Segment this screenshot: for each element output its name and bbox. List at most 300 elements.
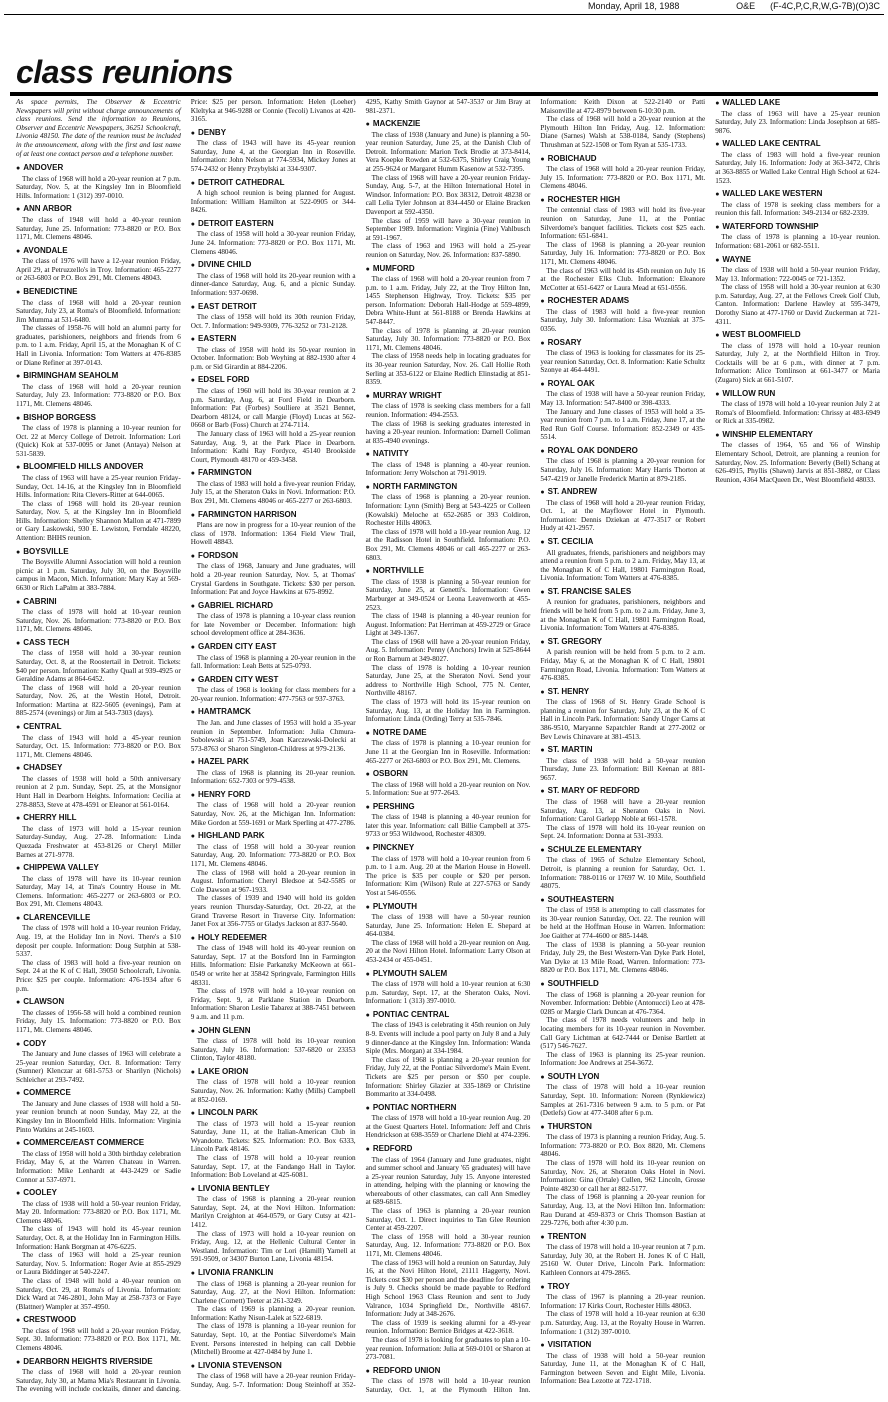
reunion-notice: The class of 1968 will hold a 20-year reunion in August. Information: Cheryl Bledsoe at 542-5585 or Cole Dawson at 967-1933.	[190, 868, 356, 894]
reunion-entry	[540, 154, 705, 191]
school-name: ● COMMERCE/EAST COMMERCE	[16, 1138, 181, 1149]
reunion-entry	[16, 547, 181, 593]
reunion-entry	[191, 1026, 356, 1063]
reunion-notice: The class of 1978 is looking for graduates to plan a 10-year reunion. Information: Julia at 569-0101 or Sharon at 273-7081.	[365, 1335, 531, 1362]
paper-code: O&E	[736, 1, 756, 11]
reunion-entry	[191, 302, 356, 331]
reunion-notice: The class of 1968 is planning a 20-year reunion in the fall. Information: Leah Betts at 525-0793.	[190, 653, 356, 671]
school-name: ● ANDOVER	[16, 163, 181, 174]
reunion-notice: The class of 1978 will have its 10-year reunion Saturday, May 14, at Tina's Country House in Mt. Clemens. Information: 465-2277 or 263-6803 or P.O. Box 291, Mt. Clemens 48043.	[16, 874, 181, 909]
reunion-notice: The class of 1964 (January and June graduates, night and summer school and January '65 graduates) will have a 25-year reunion Saturday, July 15. Anyone interested in attending, helping with the planning or knowing the whereabouts of other classmates, can call Ann Smedley at 689-6815.	[365, 1155, 531, 1207]
school-name: ● ST. ANDREW	[540, 487, 705, 498]
reunion-entry	[366, 1144, 531, 1362]
reunion-notice: The class of 1958 will hold its 30th reunion Friday, Oct. 7. Information: 949-9309, 776-3252 or 731-2128.	[190, 313, 356, 330]
reunion-notice: The class of 1978 will hold a 10-year reunion on Friday, Sept. 9, at Parklane Station in Dearborn. Information: Sharon Leslie Tabarez at 388-7451 between 9 a.m. and 11 p.m.	[190, 987, 356, 1021]
reunion-entry	[191, 219, 356, 256]
reunion-notice: The class of 1969 is planning a 20-year reunion. Information: Kathy Nisun-Lalek at 522-6819.	[190, 1305, 356, 1322]
reunion-notice: The class of 1958 will hold a 30-year reunion Saturday, Oct. 8, at the Roostertail in Detroit. Tickets: $40 per person. Information: Kathy Quall at 939-4925 or Geraldine Adams at 864-6452.	[16, 649, 181, 684]
title-rule	[10, 92, 878, 96]
school-name: ● FARMINGTON HARRISON	[191, 510, 356, 521]
reunion-notice: The class of 1968 is looking for class members for a 20-year reunion. Information: 477-7563 or 937-3763.	[190, 686, 356, 703]
school-name: ● ROYAL OAK DONDERO	[540, 446, 705, 457]
school-name: ● BENEDICTINE	[16, 287, 181, 298]
zone-code: (F-4C,P,C,R,W,G-7B)(O)3C	[770, 1, 880, 11]
reunion-entry	[191, 642, 356, 671]
reunion-entry	[540, 1340, 705, 1386]
reunion-entry	[715, 389, 880, 426]
school-name: ● WALLED LAKE WESTERN	[715, 189, 880, 200]
reunion-notice: The class of 1943 is celebrating it 45th reunion on July 8-9. Events will include a pool party on July 8 and a July 9 dinner-dance at the Kingsley Inn. Information: Wanda Siple (Mrs. Morgan) at 334-1984.	[365, 1021, 531, 1056]
reunion-entry	[16, 1138, 181, 1184]
reunion-notice: The class of 1958 will hold a 30-year reunion at 6:30 p.m. Saturday, Aug. 27, at the Fellows Creek Golf Club, Canton. Information: Darlene Hawley at 595-3479, Dorothy Siano at 477-1760 or David Zuckerman at 721-4311.	[715, 283, 880, 326]
reunion-notice: The class of 1958 will hold a 30th birthday celebration Friday, May 6, at the Warren Chateau in Warren. Information: Mike Lenhardt at 443-2429 or Sadie Connor at 537-6971.	[16, 1149, 181, 1184]
school-name: ● BOYSVILLE	[16, 547, 181, 558]
reunion-notice: The class of 1968 is planning a 20-year reunion for Saturday, July 16. Information: Mary Harris Thorton at 547-4219 or Janelle Frederick Martin at 879-2185.	[540, 457, 706, 483]
reunion-notice: The class of 1973 will hold a 15-year reunion Saturday, June 11, at the Italian-American Club in Wyandotte. Tickets: $25. Information: P.O. Box 6333, Lincoln Park 48146.	[190, 1119, 356, 1154]
reunion-notice: The class of 1963 will hold a 25-year reunion Saturday, Nov. 5. Information: Roger Avie at 855-2929 or Laura Biddinger at 540-2247.	[16, 1251, 181, 1277]
school-name: ● MUMFORD	[366, 264, 531, 275]
header-rule	[4, 14, 884, 15]
reunion-notice: The class of 1948 will hold a 40-year reunion Saturday, June 25. Information: 773-8820 or P.O. Box 1171, Mt. Clemens 48046.	[16, 215, 181, 242]
school-name: ● PLYMOUTH	[366, 902, 531, 913]
school-name: ● PONTIAC CENTRAL	[366, 1010, 531, 1021]
reunion-entry	[191, 675, 356, 704]
reunion-notice: The class of 1983 will hold a five-year reunion Saturday, July 16. Information: Jody at 363-3472, Chris at 363-8855 or Walled Lake Central High School at 624-1523.	[715, 150, 880, 185]
reunion-notice: The class of 1938 will hold a 50-year reunion Friday, May 13. Information: 722-0045 or 721-1352.	[715, 266, 880, 283]
reunion-entry	[16, 997, 181, 1034]
reunion-notice: The class of 1938 will have a 50-year reunion Saturday, June 25. Information: Helen E. Shepard at 464-0384.	[365, 913, 531, 939]
reunion-entry	[16, 287, 181, 367]
reunion-entry	[540, 1232, 705, 1278]
school-name: ● EDSEL FORD	[191, 375, 356, 386]
reunion-entry	[540, 745, 705, 782]
reunion-notice: The class of 1968 will hold its 20-year reunion with a dinner-dance Saturday, Aug. 6, and a picnic Sunday. Information: 937-0698.	[190, 271, 356, 297]
reunion-notice: The class of 1968 will hold a 20-year reunion Saturday, July 30, at Mama Mia's Restaurant in Livonia. The evening will include cocktails, dinner and dancing. Price: $25 per person. Information: Helen (Loeher) Kleltyka at 946-9288 or Connie (Tecoli) Livanos at 420-3165.	[16, 98, 356, 1394]
reunion-entry	[191, 260, 356, 297]
reunion-notice: The class of 1968 of St. Henry Grade School is planning a reunion for Saturday, July 23, at the K of C Hall in Lincoln Park. Information: Sandy Unger Carns at 386-9510, Maryanne Szpatchler Randt at 277-2002 or Bev Lewis Chinavare at 381-4513.	[540, 698, 706, 741]
school-name: ● EAST DETROIT	[191, 302, 356, 313]
reunion-notice: The class of 1963 and 1963 will hold a 25-year reunion on Saturday, Nov. 26. Information: 837-5890.	[365, 242, 531, 259]
reunion-entry	[540, 1282, 705, 1336]
reunion-entry	[540, 979, 705, 1068]
school-name: ● DIVINE CHILD	[191, 260, 356, 271]
reunion-notice: The class of 1948 will hold a 40-year reunion on Saturday, Oct. 29, at Roma's of Livonia. Information: Dick Ward at 746-2801, John May at 258-7373 or Faye (Blattner) Wampler at 357-4950.	[16, 1276, 181, 1311]
reunion-notice: The class of 1958 is attempting to call classmates for its 30-year reunion Saturday, Oct. 22. The reunion will be held at the Hoffman House in Warren. Information: Joe Gaither at 774-4600 or 885-1448.	[540, 906, 706, 941]
reunion-notice: The class of 1968 is planning a 20-year reunion for Saturday, Aug. 13, at the Novi Hilton Inn. Information: Rau Durand at 459-8373 or Chris Thomson Bastian at 229-7276, both after 4:30 p.m.	[540, 1193, 706, 1228]
school-name: ● CABRINI	[16, 597, 181, 608]
school-name: ● OSBORN	[366, 769, 531, 780]
school-name: ● CODY	[16, 1039, 181, 1050]
school-name: ● MACKENZIE	[366, 119, 531, 130]
reunion-notice: The class of 1958 needs help in locating graduates for its 30-year reunion Saturday, Nov. 26. Call Hollie Roth Serling at 353-6122 or Elaine Redlich Elinstadig at 851-8359.	[365, 352, 531, 387]
reunion-notice: The class of 1965 of Schulze Elementary School, Detroit, is planning a reunion for Saturday, Oct. 1. Information: 788-0116 or 17697 W. 10 Mile, Southfield 48075.	[540, 856, 706, 891]
reunion-notice: The class of 1967 is planning a 20-year reunion. Information: 17 Kirks Court, Rochester Hills 48063.	[540, 1293, 706, 1310]
reunion-entry	[16, 1039, 181, 1085]
reunion-entry	[715, 222, 880, 251]
school-name: ● ST. MARY OF REDFORD	[540, 786, 705, 797]
reunion-notice: The class of 1976 will have a 12-year reunion Friday, April 29, at Petruzzello's in Troy. Information: 465-2277 or 263-6803 or P.O. Box 291, Mt. Clemens 48043.	[16, 257, 181, 283]
reunion-notice: The class of 1983 will hold a five-year reunion on Sept. 24 at the K of C Hall, 39050 Schoolcraft, Livonia. Price: $25 per couple. Information: 476-1934 after 6 p.m.	[16, 958, 181, 993]
school-name: ● ST. HENRY	[540, 687, 705, 698]
reunion-entry	[366, 969, 531, 1006]
reunion-notice: The class of 1968 will hold a 20-year reunion from 7 p.m. to 1 a.m. Friday, July 22, at the Troy Hilton Inn, 1455 Stephenson Highway, Troy. Tickets: $35 per person. Information: Deborah Hall-Hodge at 559-4899, Debra White-Hunt at 561-8188 or Brenda Hawkins at 547-8447.	[365, 275, 531, 327]
reunion-entry	[191, 707, 356, 753]
reunion-entry	[366, 802, 531, 839]
reunion-entry	[715, 330, 880, 384]
reunion-notice: The class of 1973 will hold a 15-year reunion Saturday-Sunday, Aug. 27-28. Information: Linda Quezada Freshwater at 453-8126 or Cheryl Miller Barnes at 271-9778.	[16, 824, 181, 859]
reunion-notice: The class of 1958 will hold a 30-year reunion Saturday, Aug. 20. Information: 773-8820 or P.O. Box 1171, Mt. Clemens 48046.	[190, 842, 356, 868]
reunion-notice: The class of 1963 will have a 25-year reunion Friday-Sunday, Oct. 14-16, at the Kingsley Inn in Bloomfield Hills. Information: Rita Clevers-Ritter at 644-0065.	[16, 473, 181, 500]
reunion-notice: The classes of 1938 will hold a 50th anniversary reunion at 2 p.m. Sunday, Sept. 25, at the Monsignor Hunt Hall in Dearborn Heights. Information: Cecilia at 278-8853, Steve at 478-4591 or Eleanor at 561-0164.	[16, 774, 181, 809]
reunion-entry	[16, 863, 181, 909]
reunion-notice: The class of 1960 will hold its 30-year reunion at 2 p.m. Saturday, Aug. 6, at Ford Field in Dearborn. Information: Pat (Forbes) Soulliere at 3521 Bennet, Dearborn 48124, or call Margie (Floyd) Lucas at 562-0668 or Barb (Foss) Church at 274-7114.	[190, 386, 356, 430]
school-name: ● SOUTH LYON	[540, 1072, 705, 1083]
school-name: ● WINSHIP ELEMENTARY	[715, 430, 880, 441]
school-name: ● LIVONIA BENTLEY	[191, 1184, 356, 1195]
school-name: ● ST. CECILIA	[540, 537, 705, 548]
reunion-entry	[540, 1072, 705, 1118]
reunion-notice: The centennial class of 1983 will hold its five-year reunion on Saturday, June 11, at the Pontiac Silverdome's banquet facilities. Tickets cost $25 each. Information: 651-6841.	[540, 206, 706, 241]
reunion-entry	[366, 391, 531, 445]
reunion-entry	[191, 933, 356, 1022]
reunion-notice: The class of 1973 is planning a reunion Friday, Aug. 5. Information: 773-8820 or P.O. Box 8820, Mt. Clemens 48046.	[540, 1133, 706, 1159]
school-name: ● CRESTWOOD	[16, 1315, 181, 1326]
reunion-entry	[16, 246, 181, 283]
school-name: ● HOLY REDEEMER	[191, 933, 356, 944]
reunion-entry	[191, 1268, 356, 1357]
reunion-notice: The class of 1938 (January and June) is planning a 50-year reunion Saturday, June 25, at the Danish Club of Detroit. Information: Marion Teck Brodie at 373-8414, Vera Koepke Rowden at 532-6375, Shirley Craig Young at 255-9624 or Margaret Humm Kasenow at 532-7395.	[365, 130, 531, 174]
reunion-entry	[16, 763, 181, 809]
reunion-entry	[540, 195, 705, 292]
reunion-notice: The class of 1968 is planning a 20-year reunion for November. Information: Debbie (Antonucci) Leo at 478-0285 or Margie Clark Duncan at 476-7364.	[540, 990, 706, 1016]
reunion-notice: The class of 1968 will hold a 20-year reunion Friday, Sept. 30. Information: 773-8820 or P.O. Box 1171, Mt. Clemens 48046.	[16, 1326, 181, 1353]
school-name: ● DEARBORN HEIGHTS RIVERSIDE	[16, 1357, 181, 1368]
reunion-notice: The Boysville Alumni Association will hold a reunion picnic at 1 p.m. Saturday, July 30, on the Boysville campus in Macon, Mich. Information: Mary Kay at 569-6630 or Rich LaPalm at 383-7884.	[16, 558, 181, 592]
reunion-entry	[715, 98, 880, 135]
reunion-entry	[191, 757, 356, 786]
reunion-entry	[540, 687, 705, 741]
reunion-notice: All graduates, friends, parishioners and neighbors may attend a reunion from 5 p.m. to 2 a.m. Friday, May 13, at the Monaghan K of C Hall, 19801 Farmington Road, Livonia. Information: Tom Watters at 476-8385.	[540, 548, 706, 583]
reunion-notice: The class of 1978 will hold its 10-year reunion Saturday, July 16. Information: 537-6820 or 23353 Clinton, Taylor 48180.	[190, 1037, 356, 1063]
school-name: ● GABRIEL RICHARD	[191, 601, 356, 612]
school-name: ● ST. MARTIN	[540, 745, 705, 756]
reunion-entry	[16, 913, 181, 993]
reunion-notice: The class of 1978 needs volunteers and help in locating members for its 10-year reunion in November. Call Gary Lichtman at 642-7444 or Denise Bartlett at (517) 546-7627.	[540, 1016, 706, 1051]
school-name: ● PLYMOUTH SALEM	[366, 969, 531, 980]
reunion-entry	[540, 537, 705, 583]
school-name: ● WALLED LAKE CENTRAL	[715, 139, 880, 150]
school-name: ● VISITATION	[540, 1340, 705, 1351]
reunion-entry	[191, 831, 356, 928]
reunion-notice: The class of 1978 is planning a 10-year reunion. Information: 681-2061 or 682-5511.	[715, 233, 880, 250]
reunion-notice: The class of 1938 will have a 50-year reunion Friday, May 13. Information: 547-8400 or 398-4333.	[540, 390, 706, 407]
reunion-notice: A high school reunion is being planned for August. Information: William Hamilton at 522-0905 or 344-8426.	[190, 189, 356, 215]
school-name: ● BLOOMFIELD HILLS ANDOVER	[16, 462, 181, 473]
reunion-notice: The class of 1968 is planning a 20-year reunion. Information: Lynn (Smith) Berg at 543-4225 or Colleen (Kowalski) Meloche at 652-2685 or 393 Coldiron, Rochester Hills 48063.	[365, 493, 531, 528]
school-name: ● DETROIT CATHEDRAL	[191, 178, 356, 189]
reunion-notice: The class of 1968 will hold a 20-year reunion on Aug. 20 at the Novi Hilton Hotel. Information: Larry Olson at 453-2434 or 455-0451.	[365, 938, 531, 964]
reunion-notice: The class of 1968 will hold a 20-year reunion Friday, Oct. 1, at the Mayflower Hotel in Plymouth. Information: Dennis Dziekan at 477-3517 or Robert Hudy at 421-2957.	[540, 498, 706, 533]
reunion-notice: The class of 1983 will hold a five-year reunion Saturday, July 30. Information: Lisa Wozniak at 375-0356.	[540, 307, 706, 333]
school-name: ● SOUTHFIELD	[540, 979, 705, 990]
reunion-notice: The class of 1978 is seeking class members for a fall reunion. Information: 494-2553.	[365, 402, 531, 419]
reunion-entry	[191, 1184, 356, 1264]
school-name: ● CHERRY HILL	[16, 813, 181, 824]
reunion-notice: A parish reunion will be held from 5 p.m. to 2 a.m. Friday, May 6, at the Monaghan K of C Hall, 19801 Farmington Road, Livonia. Information: Tom Watters at 476-8385.	[540, 648, 706, 683]
school-name: ● REDFORD UNION	[366, 1366, 531, 1377]
reunion-notice: The class of 1978 will hold at 10-year reunion Saturday, Nov. 26. Information: 773-8820 or P.O. Box 1171, Mt. Clemens 48046.	[16, 608, 181, 634]
reunion-notice: The class of 1978 will hold a 10-year reunion July 2 at Roma's of Bloomfield. Information: Chrissy at 483-6949 or Rick at 335-0982.	[715, 400, 880, 426]
reunion-notice: The class of 1959 will have a 30-year reunion in September 1989. Information: Virginia (Fine) Vahlbusch at 591-1967.	[365, 216, 531, 242]
school-name: ● FARMINGTON	[191, 468, 356, 479]
reunion-notice: The class of 1978 is planning a 10-year class reunion for late November or December. Information: high school development office at 284-3636.	[190, 612, 356, 638]
school-name: ● HENRY FORD	[191, 790, 356, 801]
reunion-notice: The class of 1968 will hold a 20-year reunion Saturday, July 23, at Roma's of Bloomfield. Information: Jim Mumma at 531-6480.	[16, 298, 181, 324]
reunion-notice: The class of 1978 will hold its 10-year reunion on Sept. 24. Information: Donna at 531-3933.	[540, 823, 706, 841]
reunion-entry	[16, 413, 181, 459]
reunion-entry	[366, 264, 531, 387]
reunion-notice: The class of 1978 will hold a 10-year reunion Saturday, Sept. 17, at the Fandango Hall in Taylor. Information: Bob Loveland at 425-6081.	[190, 1153, 356, 1180]
reunion-notice: The classes of 1964, '65 and '66 of Winship Elementary School, Detroit, are planning a reunion for Saturday, Nov. 25. Information: Beverly (Bell) Schang at 626-4915, Phyllis (Shawn) Jarvis at 851-3882, or Class Reunion, 4364 MacQueen Dr., West Bloomfield 48033.	[715, 441, 880, 484]
reunion-entry	[366, 1010, 531, 1099]
school-name: ● COMMERCE	[16, 1088, 181, 1099]
reunion-notice: The class of 1963 will hold a reunion on Saturday, July 16, at the Novi Hilton Hotel, 21111 Haggerty, Novi. Tickets cost $30 per person and the deadline for ordering is July 9. Checks should be made payable to Redford High School 1963 Class Reunion and sent to Judy Valrance, 1034 Springfield Dr., Northville 48167. Information: Judy at 348-2676.	[365, 1258, 531, 1319]
school-name: ● WEST BLOOMFIELD	[715, 330, 880, 341]
reunion-notice: The class of 1963 is planning its 25-year reunion. Information: Joe Andrews at 254-3672.	[540, 1050, 706, 1068]
school-name: ● WATERFORD TOWNSHIP	[715, 222, 880, 233]
reunion-entry	[16, 371, 181, 408]
school-name: ● CHIPPEWA VALLEY	[16, 863, 181, 874]
reunion-notice: The class of 1978 will hold a 10-year reunion Saturday, Nov. 26. Information: Kathy (Mills) Campbell at 852-0169.	[190, 1078, 356, 1104]
reunion-notice: The class of 1968 will hold a 20-year reunion at 7 p.m. Saturday, Nov. 5, at the Kingsley Inn in Bloomfield Hills. Information: 1 (312) 397-0010.	[16, 174, 181, 200]
reunion-notice: The class of 1978 will hold a 10-year reunion at 7 p.m. Saturday, July 30, at the Robert H. Jones K of C Hall, 25160 W. Outer Drive, Lincoln Park. Information: Kathleen Connors at 479-2865.	[540, 1243, 706, 1278]
reunion-entry	[366, 1103, 531, 1140]
school-name: ● ROSARY	[540, 338, 705, 349]
reunion-notice: The class of 1978 will hold a 10-year reunion Aug. 20 at the Guest Quarters Hotel. Information: Jeff and Chris Hendrickson at 698-3559 or Charlene Diehl at 474-2396.	[365, 1114, 531, 1140]
reunion-entry	[715, 139, 880, 185]
reunion-entry	[16, 1088, 181, 1134]
school-name: ● TRENTON	[540, 1232, 705, 1243]
reunion-notice: The class of 1968 is planning a 20-year reunion for Saturday, Aug. 27, at the Novi Hilton. Information: Charlene (Cornett) Teeter at 261-3249.	[190, 1279, 356, 1305]
school-name: ● PINCKNEY	[366, 843, 531, 854]
reunion-entry	[366, 843, 531, 897]
reunion-entry	[191, 375, 356, 464]
school-name: ● ST. FRANCISE SALES	[540, 587, 705, 598]
reunion-notice: The class of 1973 will hold its 15-year reunion on Saturday, Aug. 13, at the Holiday Inn in Farmington. Information: Linda (Ording) Terry at 535-7846.	[365, 698, 531, 724]
reunion-notice: The class of 1938 is planning a 50-year reunion Friday, July 29, the Best Western-Van Dyke Park Hotel, Van Dyke at 13 Mile Road, Warren. Information: 773-8820 or P.O. Box 1171, Mt. Clemens 48046.	[540, 940, 706, 975]
page-header	[0, 0, 888, 14]
reunion-notice: The class of 1978 is planning a 10-year reunion for Saturday, Sept. 10, at the Pontiac Silverdome's Main Event. Persons interested in helping can call Debbie (Mitchell) Broome at 427-0484 by June 1.	[190, 1322, 356, 1357]
reunion-notice: The class of 1978 will hold its 10-year reunion on Saturday, Nov. 26, at Sheraton Oaks Hotel in Novi. Information: Gina (Ortale) Cullen, 962 Lincoln, Grosse Pointe 48230 or call her at 882-5177.	[540, 1159, 706, 1193]
reunion-listings	[16, 98, 880, 1398]
school-name: ● NORTH FARMINGTON	[366, 482, 531, 493]
school-name: ● WALLED LAKE	[715, 98, 880, 109]
reunion-notice: The class of 1968 will hold a 20-year reunion Friday, July 15. Information: 773-8820 or P.O. Box 1171, Mt. Clemens 48046.	[540, 165, 706, 191]
school-name: ● ROCHESTER HIGH	[540, 195, 705, 206]
school-name: ● ROYAL OAK	[540, 379, 705, 390]
reunion-entry	[366, 902, 531, 965]
reunion-notice: The class of 1978 will hold a 10-year reunion Saturday, Sept. 10. Information: Noreen (Rynkiewicz) Samples at 261-7316 between 9 a.m. to 5 p.m. or Pat (Detlefs) Gow at 477-3408 after 6 p.m.	[540, 1083, 706, 1118]
reunion-entry	[715, 255, 880, 327]
reunion-entry	[191, 178, 356, 215]
reunion-entry	[540, 446, 705, 483]
school-name: ● REDFORD	[366, 1144, 531, 1155]
reunion-notice: The class of 1978 will hold a 10-year reunion at 6:30 p.m. Saturday, Sept. 17, at the Sheraton Oaks, Novi. Information: 1 (313) 397-0010.	[365, 980, 531, 1006]
reunion-notice: The classes of 1958-76 will hold an alumni party for graduates, parishioners, neighbors and friends from 6 p.m. to 1 a.m. Friday, April 15, at the Monaghan K of C Hall in Livonia. Information: Tom Watters at 476-8385 or Diane Refiner at 397-0143.	[16, 324, 181, 367]
reunion-notice: The class of 1978 is planning a 10-year reunion for Oct. 22 at Mercy College of Detroit. Information: Lori (Quick) Kok at 537-0095 or Janet (Antaya) Nelson at 531-5839.	[16, 424, 181, 458]
reunion-notice: The class of 1968 will have a 20-year reunion Friday-Sunday, Aug. 5-7, at the Hilton International Hotel in Windsor. Information: P.O. Box 38312, Detroit 48238 or call Lelia Tyler Johnson at 834-4450 or Elaine Bracken Davenport at 592-4350.	[365, 173, 531, 217]
reunion-notice: The class of 1943 will hold a 45-year reunion Saturday, Oct. 15. Information: 773-8820 or P.O. Box 1171, Mt. Clemens 48046.	[16, 733, 181, 759]
school-name: ● HAZEL PARK	[191, 757, 356, 768]
school-name: ● BISHOP BORGESS	[16, 413, 181, 424]
reunion-notice: The classes of 1939 and 1940 will hold its golden years reunion Thursday-Saturday, Oct. 20-22, at the Grand Traverse Resort in Traverse City. Information: Janet Fox at 356-7755 or Gladys Jackson at 837-5640.	[190, 894, 356, 929]
reunion-notice: The class of 1968 will hold a 20-year reunion at the Plymouth Hilton Inn Friday, Aug. 12. Information: Diane (Sarnes) Walsh at 538-0184, Sandy (Stephens) Thrushman at 522-1508 or Tom Ryan at 535-1733.	[540, 115, 706, 149]
school-name: ● LIVONIA FRANKLIN	[191, 1268, 356, 1279]
reunion-notice: The class of 1938 is planning a 50-year reunion for Saturday, June 25, at Genetti's. Information: Gwen Marburger at 349-0524 or Leona Leavenworth at 455-2523.	[365, 577, 531, 612]
reunion-notice: The class of 1963 will hold its 45th reunion on July 16 at the Rochester Elks Club. Information: Eleanore McCotter at 651-6427 or Laura Mead at 651-0556.	[540, 266, 706, 292]
school-name: ● LIVONIA STEVENSON	[191, 1361, 356, 1372]
reunion-notice: The class of 1963 will have a 25-year reunion Saturday, July 23. Information: Linda Josephson at 685-9876.	[715, 109, 880, 135]
reunion-notice: The class of 1938 will hold a 50-year reunion Saturday, June 11, at the Monaghan K of C Hall, Farmington between Seven and Eight Mile, Livonia. Information: Bea Lezotte at 722-1718.	[540, 1351, 706, 1386]
reunion-notice: The January class of 1963 will hold a 25-year reunion Saturday, Aug. 9, at the Park Place in Dearborn. Information: Kathi Ray Fordyce, 45140 Brookside Court, Plymouth 48170 or 459-3458.	[190, 429, 356, 464]
school-name: ● MURRAY WRIGHT	[366, 391, 531, 402]
reunion-notice: The class of 1958 will hold its 50-year reunion in October. Information: Bob Weyhing at 882-1930 after 4 p.m. or Sid Girardin at 884-2206.	[190, 345, 356, 371]
reunion-entry	[191, 1067, 356, 1104]
school-name: ● CASS TECH	[16, 638, 181, 649]
school-name: ● HIGHLAND PARK	[191, 831, 356, 842]
reunion-entry	[191, 790, 356, 827]
reunion-entry	[540, 1122, 705, 1228]
reunion-entry	[16, 597, 181, 634]
school-name: ● NOTRE DAME	[366, 728, 531, 739]
school-name: ● ROBICHAUD	[540, 154, 705, 165]
reunion-entry	[540, 296, 705, 333]
school-name: ● HAMTRAMCK	[191, 707, 356, 718]
reunion-entry	[366, 482, 531, 562]
reunion-notice: The class of 1968 will hold a 20-year reunion Saturday, Nov. 26, at the Westin Hotel, Detroit. Information: Martina at 822-5605 (evenings), Pam at 885-2574 (evenings) or Jim at 543-7303 (days).	[16, 683, 181, 718]
reunion-notice: The class of 1968 will hold its 20-year reunion Saturday, Nov. 5, at the Kingsley Inn in Bloomfield Hills. Information: Shelley Shannon Mallon at 471-7899 or Gary Laskowski, 930 E. Lewiston, Ferndale 48220, Attention: BHHS reunion.	[16, 499, 181, 543]
reunion-notice: The class of 1963 is looking for classmates for its 25-year reunion Saturday, Oct. 8. Information: Katie Schultz Szonye at 464-4491.	[540, 349, 706, 375]
reunion-entry	[16, 813, 181, 859]
school-name: ● GARDEN CITY WEST	[191, 675, 356, 686]
reunion-notice: The January and June classes of 1938 will hold a 50-year reunion brunch at noon Sunday, May 22, at the Kingsley Inn in Bloomfield Hills. Information: Virginia Pinto Watkins at 245-1603.	[16, 1099, 181, 1134]
school-name: ● ANN ARBOR	[16, 204, 181, 215]
reunion-entry	[16, 163, 181, 200]
reunion-notice: The class of 1978 will hold a 10-year reunion Aug. 12 at the Radisson Hotel in Southfield. Information: P.O. Box 291, Mt. Clemens 48046 or call 465-2277 or 263-6803.	[365, 527, 531, 562]
reunion-entry	[540, 379, 705, 442]
reunion-entry	[366, 769, 531, 798]
reunion-entry	[366, 449, 531, 478]
reunion-entry	[191, 468, 356, 505]
school-name: ● DENBY	[191, 128, 356, 139]
reunion-entry	[191, 551, 356, 597]
reunion-notice: The class of 1978 will hold a 10-year reunion from 6 p.m. to 1 a.m. Aug. 20 at the Marion House in Howell. The price is $35 per couple or $20 per person. Information: Kim (Wilson) Rule at 227-5763 or Sandy Yost at 546-0556.	[365, 854, 531, 897]
reunion-notice: The class of 1968 will have a 20-year reunion Friday, Aug. 5. Information: Penny (Anchors) Irwin at 525-8644 or Ron Barnum at 349-8027.	[365, 637, 531, 664]
reunion-entry	[191, 510, 356, 547]
reunion-notice: The class of 1948 is planning a 40-year reunion for August. Information: Pat Herriman at 459-2729 or Grace Light at 349-1367.	[365, 612, 531, 638]
reunion-notice: The class of 1938 will hold a 50-year reunion Friday, May 20. Information: 773-8820 or P.O. Box 1171, Mt. Clemens 48046.	[16, 1199, 181, 1225]
section-title: class reunions	[16, 54, 234, 90]
reunion-notice: The class of 1968 is planning a 20-year reunion Saturday, July 16. Information: 773-8820 or P.O. Box 1171, Mt. Clemens 48046.	[540, 240, 706, 266]
reunion-entry	[366, 566, 531, 724]
reunion-entry	[540, 637, 705, 683]
reunion-notice: Plans are now in progress for a 10-year reunion of the class of 1978. Information: 1364 Field View Trail, Howell 48843.	[190, 521, 356, 547]
reunion-notice: The Jan. and June classes of 1953 will hold a 35-year reunion in September. Information: Julia Chmura-Sobolewski at 751-5749, Joan Karczewski-Dolecki at 573-8763 or Sharon Singleton-Childress at 979-2136.	[190, 718, 356, 753]
school-name: ● PERSHING	[366, 802, 531, 813]
reunion-entry	[540, 786, 705, 840]
reunion-notice: The class of 1978 will hold a 10-year reunion Friday, Aug. 19, at the Holiday Inn in Novi. There's a $10 deposit per couple. Information: Doug Sutphin at 538-5337.	[16, 924, 181, 959]
reunion-entry	[540, 895, 705, 975]
reunion-notice: The classes of 1956-58 will hold a combined reunion Friday, July 15. Information: 773-8820 or P.O. Box 1171, Mt. Clemens 48046.	[16, 1008, 181, 1034]
school-name: ● EASTERN	[191, 334, 356, 345]
reunion-entry	[16, 1188, 181, 1311]
school-name: ● SCHULZE ELEMENTARY	[540, 845, 705, 856]
school-name: ● FORDSON	[191, 551, 356, 562]
school-name: ● CLARENCEVILLE	[16, 913, 181, 924]
reunion-entry	[16, 462, 181, 542]
school-name: ● NORTHVILLE	[366, 566, 531, 577]
reunion-notice: The class of 1978 is seeking class members for a reunion this fall. Information: 349-2134 or 682-2339.	[715, 200, 880, 218]
reunion-entry	[715, 430, 880, 484]
school-name: ● CENTRAL	[16, 722, 181, 733]
school-name: ● CLAWSON	[16, 997, 181, 1008]
issue-date: Monday, April 18, 1988	[588, 1, 680, 11]
reunion-notice: The class of 1958 will hold a 30-year reunion Saturday, Aug. 12. Information: 773-8820 or P.O. Box 1171, Mt. Clemens 48046.	[365, 1232, 531, 1259]
reunion-notice: The January and June classes of 1953 will hold a 35-year reunion from 7 p.m. to 1 a.m. Friday, June 17, at the Red Run Golf Course. Information: 852-2349 or 435-5514.	[540, 407, 706, 442]
reunion-notice: The class of 1939 is seeking alumni for a 49-year reunion. Information: Bernice Bridges at 422-3618.	[365, 1318, 531, 1336]
reunion-notice: The class of 1968 will have a 20-year reunion Saturday, Aug. 13, at Sheraton Oaks in Novi. Information: Carol Garlepp Noble at 661-1578.	[540, 797, 706, 824]
reunion-entry	[16, 204, 181, 241]
reunion-notice: The class of 1978 will hold a 10-year reunion at 6:30 p.m. Saturday, Aug. 13, at the Royalty House in Warren. Information: 1 (312) 397-0010.	[540, 1310, 706, 1336]
school-name: ● THURSTON	[540, 1122, 705, 1133]
reunion-entry	[366, 728, 531, 765]
reunion-entry	[191, 1108, 356, 1180]
reunion-notice: The class of 1963 is planning a 20-year reunion Saturday, Oct. 1. Direct inquiries to Tan Glee Reunion Center at 459-2207.	[365, 1207, 531, 1233]
school-name: ● ROCHESTER ADAMS	[540, 296, 705, 307]
reunion-entry	[540, 487, 705, 533]
reunion-notice: The class of 1968 will hold a 20-year reunion Saturday, Nov. 26, at the Michigan Inn. Information: Mike Gordon at 559-1691 or Mark Sperling at 477-2786.	[190, 801, 356, 827]
reunion-notice: The class of 1978 will hold a 10-year reunion Saturday, July 2, at the Northfield Hilton in Troy. Cocktails will be at 6 p.m., with dinner at 7 p.m. Information: Alice Tomlinson at 661-3477 or Maria (Zugaro) Sick at 661-5107.	[715, 341, 880, 385]
edition-code	[736, 1, 880, 11]
reunion-notice: The class of 1943 will hold its 45-year reunion Saturday, Oct. 8, at the Holiday Inn in Farmington Hills. Information: Hank Borgman at 476-6225.	[16, 1225, 181, 1251]
reunion-notice: The class of 1968 is seeking graduates interested in having a 20-year reunion. Information: Darnell Coliman at 835-4940 evenings.	[365, 419, 531, 445]
reunion-notice: The class of 1978 will hold a 10-year reunion Saturday, Oct. 1, at the Plymouth Hilton Inn. Information: Keith Dixon at 522-2140 or Patti Maisonville at 472-8979 between 6-10:30 p.m.	[365, 98, 706, 1394]
reunion-notice: The class of 1968 will hold a 20-year reunion Saturday, July 23. Information: 773-8820 or P.O. Box 1171, Mt. Clemens 48046.	[16, 382, 181, 408]
school-name: ● DETROIT EASTERN	[191, 219, 356, 230]
reunion-notice: The class of 1968 is planning a 20-year reunion Saturday, Sept. 24, at the Novi Hilton. Information: Marilyn Creighton at 464-0579, or Gary Cutsy at 421-1412.	[190, 1195, 356, 1230]
school-name: ● LINCOLN PARK	[191, 1108, 356, 1119]
reunion-entry	[191, 334, 356, 371]
reunion-entry	[540, 845, 705, 891]
reunion-notice: The class of 1948 will hold its 40-year reunion on Saturday, Sept. 17 at the Botsford Inn in Farmington Hills. Information: Elsie Parkanzky McKeown at 661-0549 or write her at 35842 Springvale, Farmington Hills 48331.	[190, 944, 356, 987]
reunion-notice: The class of 1938 will hold a 50-year reunion Thursday, June 23. Information: Bill Keenan at 881-9657.	[540, 756, 706, 782]
reunion-notice: The class of 1943 will have its 45-year reunion Saturday, June 4, at the Georgian Inn in Roseville. Information: John Nelson at 774-5934, Mickey Jones at 574-2432 or Henry Przybylski at 334-9307.	[190, 139, 356, 174]
school-name: ● PONTIAC NORTHERN	[366, 1103, 531, 1114]
reunion-notice: The class of 1958 will hold a 30-year reunion Friday, June 24. Information: 773-8820 or P.O. Box 1171, Mt. Clemens 48046.	[190, 230, 356, 256]
reunion-notice: The class of 1948 is planning a 40-year reunion for later this year. Information: call Billie Campbell at 375-9733 or 953 Wildwood, Rochester 48309.	[365, 813, 531, 839]
intro-text: As space permits, The Observer & Eccentric Newspapers will print without charge announcements of class reunions. Send the information to Reunions, Observer and Eccentric Newspapers, 36251 Schoolcraft, Livonia 48150. The date of the reunion must be included in the announcement, along with the first and last name of at least one contact person and a telephone number.	[16, 98, 181, 158]
reunion-notice: The class of 1968, January and June graduates, will hold a 20-year reunion Saturday, Nov. 5, at Thomas' Crystal Gardens in Southgate. Tickets: $30 per person. Information: Pat and Joyce Hawkins at 675-8992.	[190, 562, 356, 597]
school-name: ● CHADSEY	[16, 763, 181, 774]
reunion-notice: The January and June classes of 1963 will celebrate a 25-year reunion Saturday, Oct. 8. Information: Terry (Sumner) Klenczar at 681-5753 or Sharilyn (Nichols) Schleicher at 293-7492.	[16, 1050, 181, 1084]
school-name: ● ST. GREGORY	[540, 637, 705, 648]
school-name: ● WAYNE	[715, 255, 880, 266]
reunion-notice: A reunion for graduates, parishioners, neighbors and friends will be held from 5 p.m. to 2 a.m. Friday, June 3, at the Monaghan K of C Hall, 19801 Farmington Road, Livonia. Information: Tom Watters at 476-8385.	[540, 598, 706, 633]
reunion-entry	[366, 119, 531, 259]
reunion-entry	[16, 1315, 181, 1352]
reunion-notice: The class of 1968 will hold a 20-year reunion on Nov. 5. Information: Sue at 977-2643.	[365, 780, 531, 798]
reunion-entry	[540, 587, 705, 633]
